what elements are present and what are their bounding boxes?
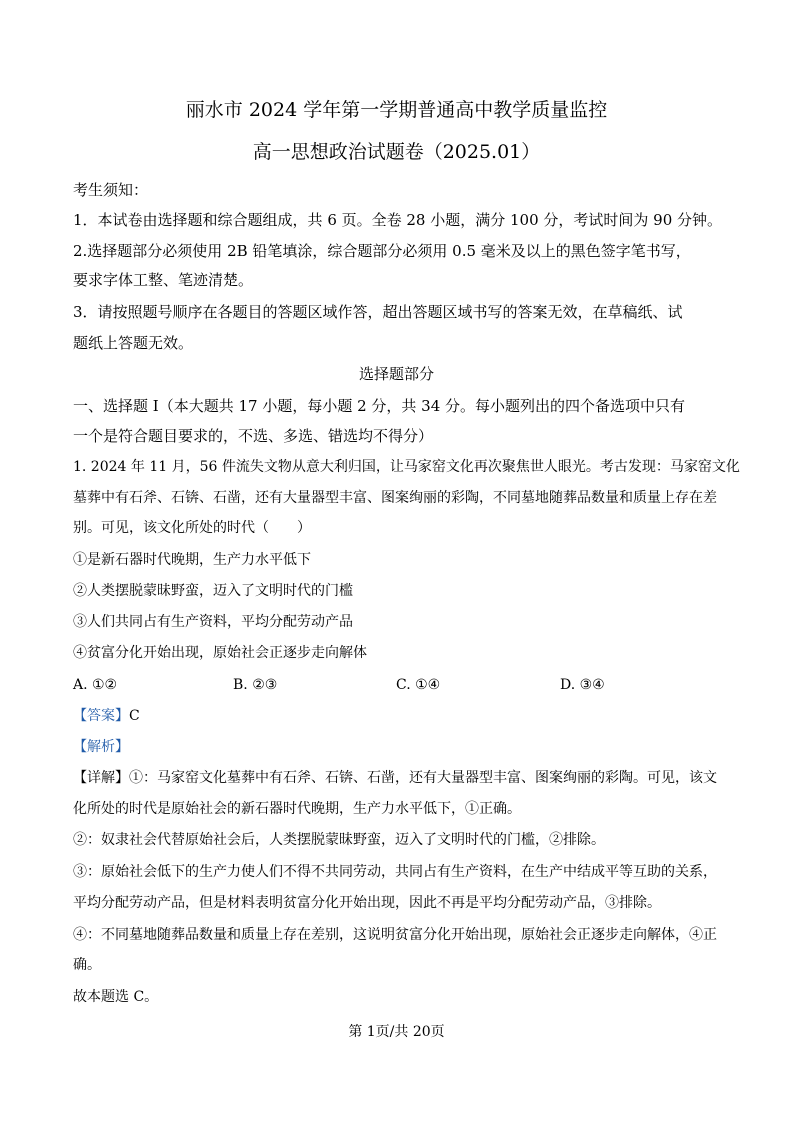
exam-title: 丽水市 2024 学年第一学期普通高中教学质量监控	[185, 99, 608, 121]
detail-text-1a: ①：马家窑文化墓葬中有石斧、石锛、石凿，还有大量器型丰富、图案绚丽的彩陶。可见，该文	[129, 770, 717, 786]
answer-tag: 【答案】	[73, 708, 129, 724]
analysis-tag: 【解析】	[73, 739, 129, 755]
notice-item-1: 1．本试卷由选择题和综合题组成，共 6 页。全卷 28 小题，满分 100 分，考试时间为 90 分钟。	[73, 211, 723, 229]
part1-instructions-b: 一个是符合题目要求的，不选、多选、错选均不得分）	[73, 427, 434, 445]
detail-line-3b: 平均分配劳动产品，但是材料表明贫富分化开始出现，因此不再是平均分配劳动产品，③排除。	[73, 895, 661, 911]
question-1-stem-c: 别。可见，该文化所处的时代（ ）	[73, 520, 311, 536]
conclusion: 故本题选 C。	[73, 989, 159, 1005]
option-d: D. ③④	[560, 677, 605, 693]
notice-item-3b: 题纸上答题无效。	[73, 334, 194, 352]
detail-tag: 【详解】	[73, 770, 129, 786]
answer-value: C	[129, 708, 140, 724]
detail-line-2: ②：奴隶社会代替原始社会后，人类摆脱蒙昧野蛮，迈入了文明时代的门槛，②排除。	[73, 832, 605, 848]
option-b: B. ②③	[233, 677, 278, 693]
statement-1: ①是新石器时代晚期，生产力水平低下	[73, 552, 311, 568]
detail-line-1b: 化所处的时代是原始社会的新石器时代晚期，生产力水平低下，①正确。	[73, 801, 521, 817]
answer-line	[73, 706, 140, 726]
notice-item-3a: 3．请按照题号顺序在各题目的答题区域作答，超出答题区域书写的答案无效，在草稿纸、试	[73, 303, 683, 321]
question-1-stem-b: 墓葬中有石斧、石锛、石凿，还有大量器型丰富、图案绚丽的彩陶，不同墓地随葬品数量和质量上存在差	[73, 490, 717, 506]
notice-item-2b: 要求字体工整、笔迹清楚。	[73, 271, 254, 289]
exam-subtitle: 高一思想政治试题卷（2025.01）	[252, 141, 541, 163]
notice-heading: 考生须知：	[73, 181, 149, 199]
statement-3: ③人们共同占有生产资料，平均分配劳动产品	[73, 614, 353, 630]
part1-instructions-a: 一、选择题 I（本大题共 17 小题，每小题 2 分，共 34 分。每小题列出的四个备选项中只有	[73, 397, 686, 415]
statement-4: ④贫富分化开始出现，原始社会正逐步走向解体	[73, 645, 367, 661]
option-a: A. ①②	[73, 677, 118, 693]
notice-item-2a: 2.选择题部分必须使用 2B 铅笔填涂，综合题部分必须用 0.5 毫米及以上的黑色签字笔书写，	[73, 242, 691, 260]
section-heading: 选择题部分	[358, 365, 434, 383]
statement-2: ②人类摆脱蒙昧野蛮，迈入了文明时代的门槛	[73, 583, 353, 599]
detail-line-4b: 确。	[73, 957, 101, 973]
detail-line-3a: ③：原始社会低下的生产力使人们不得不共同劳动，共同占有生产资料，在生产中结成平等互助的关系，	[73, 864, 717, 880]
detail-line-1a	[73, 768, 717, 788]
option-c: C. ①④	[396, 677, 441, 693]
analysis-line	[73, 737, 129, 757]
question-1-stem-a: 1. 2024 年 11 月，56 件流失文物从意大利归国，让马家窑文化再次聚焦世人眼光。考古发现：马家窑文化	[73, 459, 740, 475]
detail-line-4a: ④：不同墓地随葬品数量和质量上存在差别，这说明贫富分化开始出现，原始社会正逐步走向解体，④正	[73, 927, 717, 943]
page-number: 第 1页/共 20页	[348, 1024, 445, 1040]
